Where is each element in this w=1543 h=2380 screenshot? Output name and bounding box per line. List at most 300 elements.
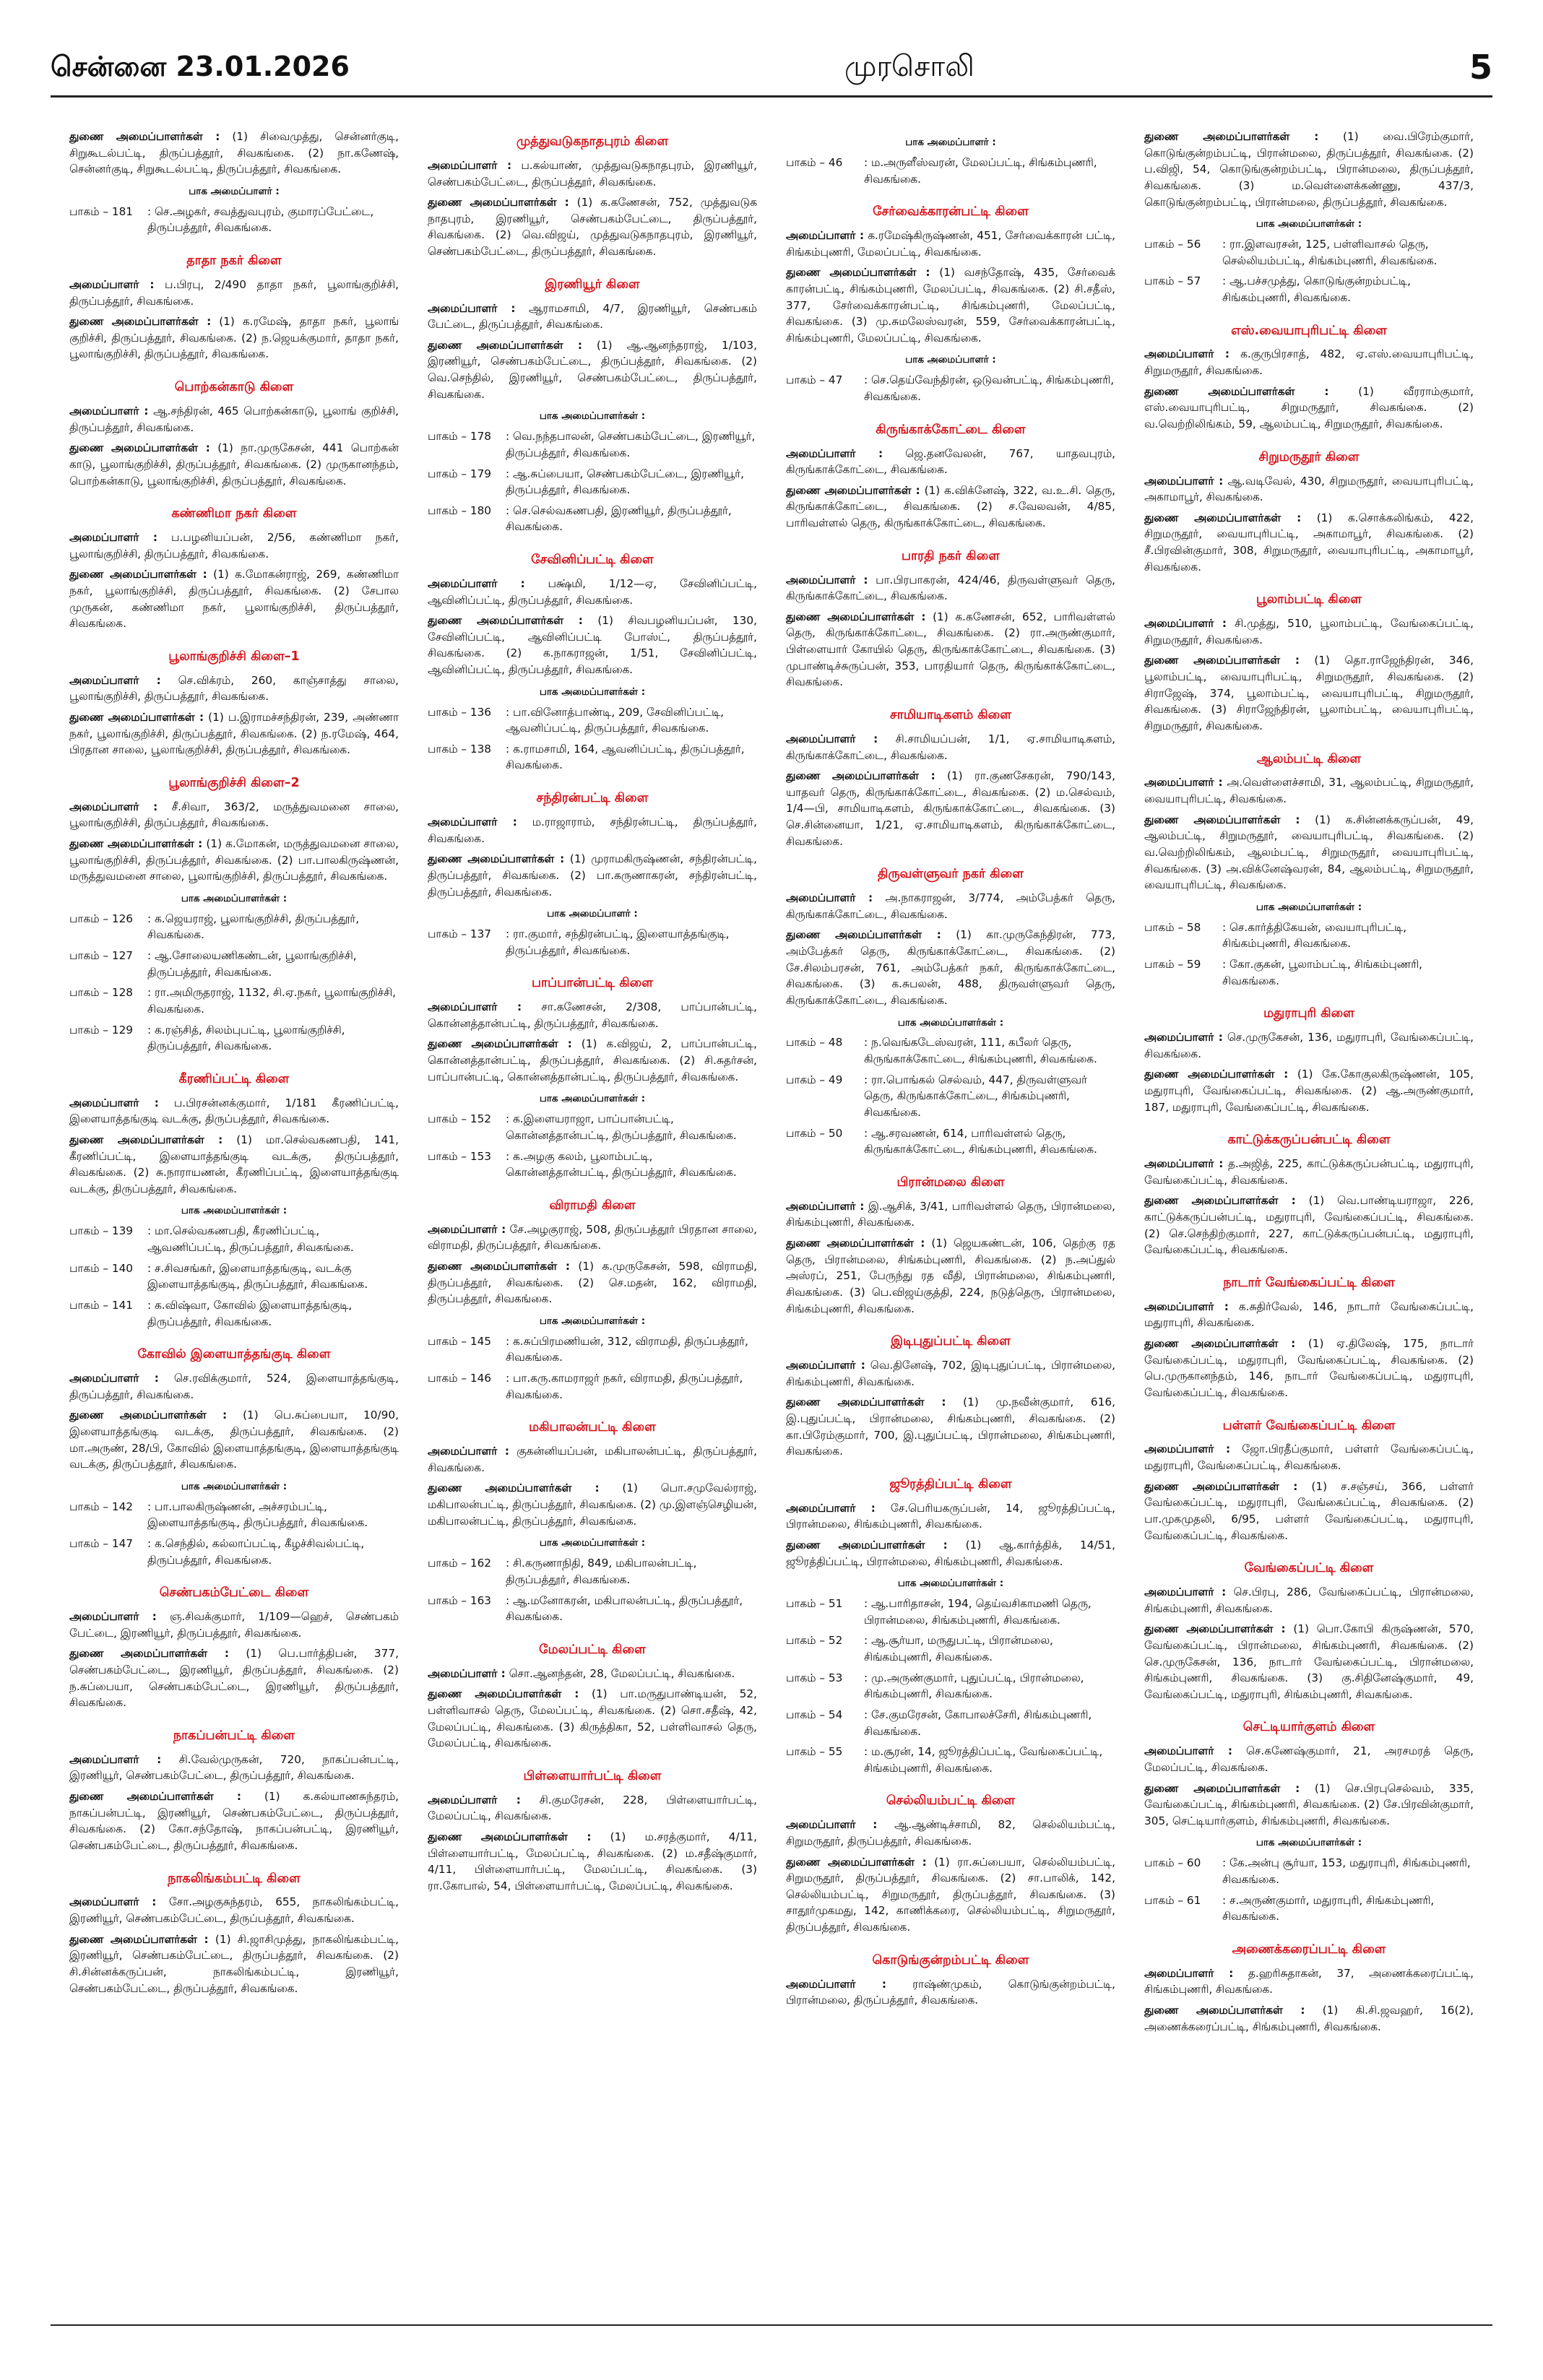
deputy-organizers-entry xyxy=(1144,1479,1474,1544)
booth-organizer-text: : க.விஷ்வா, கோவில் இளையாத்தங்குடி, திருப்பத்தூர், சிவகங்கை. xyxy=(147,1298,353,1328)
branch-section xyxy=(786,1174,1115,1317)
branch-section xyxy=(1144,129,1474,306)
deputy-label: துணை அமைப்பாளர்கள் : xyxy=(69,1790,241,1804)
page-number: 5 xyxy=(1469,48,1492,87)
organizer-text: செ.கணேஷ்குமார், 21, அரசமரத் தெரு, மேலப்பட்டி, சிவகங்கை. xyxy=(1144,1744,1474,1774)
booth-number: பாகம் – 126 xyxy=(69,912,134,925)
booth-organizers-heading: பாக அமைப்பாளர்கள் : xyxy=(181,892,288,904)
booth-entry xyxy=(1144,956,1474,989)
booth-organizer-text: : ம.அருளீஸ்வரன், மேலப்பட்டி, சிங்கம்புணரி, சிவகங்கை. xyxy=(864,155,1097,186)
organizer-entry xyxy=(428,157,757,190)
branch-section xyxy=(1144,1417,1474,1544)
booth-number: பாகம் – 180 xyxy=(428,503,492,517)
column-3 xyxy=(786,129,1115,2306)
deputy-text: (1) க.ரமேஷ், தாதா நகர், பூலாங் குறிச்சி, திருப்பத்தூர், சிவகங்கை. (2) ந.ஜெயக்குமார், தாதா நகர், பூலாங்குறிச்சி, திருப்பத்தூர், சிவகங்கை. xyxy=(69,315,399,361)
booth-entry xyxy=(69,1260,399,1293)
booth-entry xyxy=(428,1148,757,1181)
deputy-label: துணை அமைப்பாளர்கள் : xyxy=(786,928,941,942)
organizer-label: அமைப்பாளர் : xyxy=(1144,1966,1234,1980)
organizer-entry xyxy=(69,529,399,562)
organizer-entry xyxy=(1144,1441,1474,1474)
organizer-text: சி.வேல்முருகன், 720, நாகப்பன்பட்டி, இரணியூர், செண்பகம்பேட்டை, திருப்பத்தூர், சிவகங்கை. xyxy=(69,1752,399,1783)
deputy-text: (1) சிவைமுத்து, சென்னர்குடி, சிறுகூடல்பட்டி, திருப்பத்தூர், சிவகங்கை. (2) நா.கணேஷ், சென்னர்குடி, சிறுகூடல்பட்டி, திருப்பத்தூர், சிவகங்கை. xyxy=(69,130,399,176)
branch-title: செண்பகம்பேட்டை கிளை xyxy=(159,1585,309,1601)
booth-entry xyxy=(69,1536,399,1568)
booth-organizers-heading: பாக அமைப்பாளர்கள் : xyxy=(539,1315,646,1327)
organizer-text: செ.ரவிக்குமார், 524, இளையாத்தங்குடி, திருப்பத்தூர், சிவகங்கை. xyxy=(69,1372,399,1401)
deputy-organizers-entry xyxy=(428,1829,757,1895)
booth-number: பாகம் – 179 xyxy=(428,467,492,480)
organizer-entry xyxy=(1144,1029,1474,1062)
deputy-label: துணை அமைப்பாளர்கள் : xyxy=(69,1408,228,1422)
booth-number: பாகம் – 162 xyxy=(428,1557,492,1570)
deputy-text: (1) செ.பிரபுசெல்வம், 335, வேங்கைப்பட்டி, சிங்கம்புணரி, சிவகங்கை. (2) சே.பிரவின்குமார், 305, செட்டியார்குளம், சிங்கம்புணரி, சிவகங்கை. xyxy=(1144,1781,1474,1827)
organizer-text: ஞ.சிவக்குமார், 1/109—ஹெச், செண்பகம் பேட்டை, இரணியூர், திருப்பத்தூர், சிவகங்கை. xyxy=(69,1610,399,1640)
branch-title: காட்டுக்கருப்பன்பட்டி கிளை xyxy=(1227,1133,1391,1148)
deputy-label: துணை அமைப்பாளர்கள் : xyxy=(428,1830,592,1843)
organizer-label: அமைப்பாளர் : xyxy=(428,1000,522,1014)
booth-organizer-text: : பா.பாலகிருஷ்ணன், அச்சரம்பட்டி, இளையாத்தங்குடி, திருப்பத்தூர், சிவகங்கை. xyxy=(147,1500,368,1530)
booth-number: பாகம் – 51 xyxy=(786,1597,843,1611)
booth-organizer-text: : ரா.குமார், சந்திரன்பட்டி, இளையாத்தங்குடி, திருப்பத்தூர், சிவகங்கை. xyxy=(506,927,730,957)
organizer-label: அமைப்பாளர் : xyxy=(69,1372,159,1385)
deputy-text: (1) க.விஜய், 2, பாப்பான்பட்டி, கொன்னத்தான்பட்டி, திருப்பத்தூர், சிவகங்கை. (2) சி.சுதர்சன், பாப்பான்பட்டி, கொன்னத்தான்பட்டி, திருப்பத்தூர், சிவகங்கை. xyxy=(428,1037,757,1083)
deputy-text: (1) வீரராம்குமார், எஸ்.வையாபுரிபட்டி, சிறுமருதூர், சிவகங்கை. (2) வ.வெற்றிலிங்கம், 59, ஆலம்பட்டி, சிறுமருதூர், சிவகங்கை. xyxy=(1144,384,1474,430)
deputy-label: துணை அமைப்பாளர்கள் : xyxy=(1144,1781,1300,1795)
branch-section xyxy=(1144,750,1474,990)
booth-organizer-text: : செ.கார்த்திகேயன், வையாபுரிபட்டி, சிங்கம்புணரி, சிவகங்கை. xyxy=(1222,920,1407,951)
branch-section xyxy=(786,1952,1115,2009)
deputy-organizers-entry xyxy=(428,1036,757,1085)
booth-organizers-heading: பாக அமைப்பாளர்கள் : xyxy=(1255,901,1362,913)
branch-section xyxy=(1144,1718,1474,1924)
column-1 xyxy=(69,129,399,2306)
organizer-text: ம.ராஜாராம், சந்திரன்பட்டி, திருப்பத்தூர், சிவகங்கை. xyxy=(428,815,757,845)
branch-title: திருவள்ளுவர் நகர் கிளை xyxy=(877,867,1024,882)
branch-title: அணைக்கரைப்பட்டி கிளை xyxy=(1232,1942,1386,1957)
deputy-organizers-entry xyxy=(1144,1780,1474,1830)
booth-organizer-text: : பா.வினோத்பாண்டி, 209, சேவினிப்பட்டி, ஆவனிப்பட்டி, திருப்பத்தூர், சிவகங்கை. xyxy=(506,705,724,735)
booth-entry xyxy=(1144,1892,1474,1925)
booth-number: பாகம் – 52 xyxy=(786,1634,843,1648)
deputy-organizers-entry xyxy=(1144,510,1474,576)
booth-entry xyxy=(69,985,399,1017)
dateline: சென்னை 23.01.2026 xyxy=(51,51,350,82)
deputy-text: (1) க.மோகன், மருத்துவமனை சாலை, பூலாங்குறிச்சி, திருப்பத்தூர், சிவகங்கை. (2) பா.பாலகிருஷ்ணன், மருத்துவமனை சாலை, பூலாங்குறிச்சி, திருப்பத்தூர், சிவகங்கை. xyxy=(69,836,399,883)
organizer-entry xyxy=(428,814,757,847)
deputy-label: துணை அமைப்பாளர்கள் : xyxy=(786,483,920,497)
booth-organizer-text: : ஆ.சூர்யா, மருதுபட்டி, பிரான்மலை, சிங்கம்புணரி, சிவகங்கை. xyxy=(864,1634,1053,1663)
deputy-label: துணை அமைப்பாளர்கள் : xyxy=(428,1687,579,1701)
booth-number: பாகம் – 152 xyxy=(428,1112,492,1126)
branch-title: நாகலிங்கம்பட்டி கிளை xyxy=(168,1871,301,1886)
deputy-organizers-entry xyxy=(69,313,399,363)
deputy-organizers-entry xyxy=(69,1788,399,1854)
deputy-text: (1) கி.சி.ஜவஹர், 16(2), அணைக்கரைப்பட்டி, சிங்கம்புணரி, சிவகங்கை. xyxy=(1144,2004,1474,2033)
booth-organizers-heading: பாக அமைப்பாளர் : xyxy=(547,908,638,920)
deputy-text: (1) வசந்தோஷ், 435, சேர்வைக் காரன்பட்டி, சிங்கம்புணரி, மேலப்பட்டி, சிவகங்கை. (2) சி.சதீஸ், 377, சேர்வைக்காரன்பட்டி, சிங்கம்புணரி, மேலப்பட்டி, சிவகங்கை. (3) மு.சுமலேஸ்வரன், 559, சேர்வைக்காரன்பட்டி, சிங்கம்புணரி, மேலப்பட்டி, சிவகங்கை. xyxy=(786,266,1115,345)
organizer-text: ஆராமசாமி, 4/7, இரணியூர், செண்பகம் பேட்டை, திருப்பத்தூர், சிவகங்கை. xyxy=(428,301,757,332)
branch-title: பாப்பான்பட்டி கிளை xyxy=(532,976,653,991)
organizer-text: செ.விக்ரம், 260, காஞ்சாத்து சாலை, பூலாங்குறிச்சி, திருப்பத்தூர், சிவகங்கை. xyxy=(69,673,399,704)
branch-title: பூலாம்பட்டி கிளை xyxy=(1255,592,1362,607)
deputy-text: (1) க.விக்னேஷ், 322, வ.உ.சி. தெரு, கிருங்காக்கோட்டை, சிவகங்கை. (2) ச.வேலவன், 4/85, பாரிவள்ளல் தெரு, கிருங்காக்கோட்டை, சிவகங்கை. xyxy=(786,483,1115,530)
organizer-label: அமைப்பாளர் : xyxy=(69,1610,157,1624)
booth-organizer-text: : ரா.அமிருதராஜ், 1132, சி.ஏ.நகர், பூலாங்குறிச்சி, சிவகங்கை. xyxy=(147,986,396,1016)
organizer-text: பக்ஷ்மி, 1/12—ஏ, சேவினிப்பட்டி, ஆவினிப்பட்டி, திருப்பத்தூர், சிவகங்கை. xyxy=(428,576,757,607)
booth-entry xyxy=(786,1596,1115,1628)
booth-entry xyxy=(428,1333,757,1366)
organizer-label: அமைப்பாளர் : xyxy=(786,1359,865,1372)
deputy-label: துணை அமைப்பாளர்கள் : xyxy=(69,568,207,581)
booth-organizers-heading: பாக அமைப்பாளர்கள் : xyxy=(1255,1837,1362,1849)
organizer-entry xyxy=(69,1609,399,1641)
booth-entry xyxy=(428,428,757,461)
booth-entry xyxy=(786,155,1115,187)
booth-number: பாகம் – 163 xyxy=(428,1593,492,1607)
deputy-label: துணை அமைப்பாளர்கள் : xyxy=(69,710,204,724)
booth-entry xyxy=(786,372,1115,404)
branch-title: மகிபாலன்பட்டி கிளை xyxy=(529,1420,656,1435)
organizer-label: அமைப்பாளர் : xyxy=(1144,1585,1227,1599)
organizer-label: அமைப்பாளர் : xyxy=(428,576,525,590)
deputy-organizers-entry xyxy=(69,129,399,178)
booth-organizer-text: : சே.குமரேசன், கோபாலச்சேரி, சிங்கம்புணரி, சிவகங்கை. xyxy=(864,1708,1092,1738)
deputy-label: துணை அமைப்பாளர்கள் : xyxy=(1144,1479,1298,1493)
organizer-label: அமைப்பாளர் : xyxy=(428,301,516,315)
booth-number: பாகம் – 147 xyxy=(69,1536,134,1550)
booth-organizer-text: : க.இளையராஜா, பாப்பான்பட்டி, கொன்னத்தான்பட்டி, திருப்பத்தூர், சிவகங்கை. xyxy=(506,1112,737,1142)
branch-section xyxy=(428,1641,757,1752)
deputy-label: துணை அமைப்பாளர்கள் : xyxy=(428,852,565,866)
deputy-text: (1) ரா.சுப்பையா, செல்லியம்பட்டி, சிறுமருதூர், திருப்பத்தூர், சிவகங்கை. (2) சா.பாலிக், 142, செல்லியம்பட்டி, சிறுமருதூர், திருப்பத்தூர், சிவகங்கை. (3) சாதூர்முகமது, 142, காணிக்கரை, செல்லியம்பட்டி, சிறுமருதூர், திருப்பத்தூர், சிவகங்கை. xyxy=(786,1855,1115,1934)
booth-number: பாகம் – 56 xyxy=(1144,238,1201,251)
branch-section xyxy=(786,421,1115,532)
branch-title: செட்டியார்குளம் கிளை xyxy=(1242,1720,1375,1735)
branch-title: மதுராபுரி கிளை xyxy=(1263,1006,1354,1021)
booth-number: பாகம் – 141 xyxy=(69,1298,134,1312)
booth-number: பாகம் – 48 xyxy=(786,1036,843,1050)
branch-section xyxy=(786,548,1115,691)
deputy-organizers-entry xyxy=(69,1132,399,1198)
deputy-organizers-entry xyxy=(1144,652,1474,734)
deputy-text: (1) மு.நவீன்குமார், 616, இ.புதுப்பட்டி, பிரான்மலை, சிங்கம்புணரி, சிவகங்கை. (2) கா.பிரேம்குமார், 700, இ.புதுப்பட்டி, பிரான்மலை, சிங்கம்புணரி, சிவகங்கை. xyxy=(786,1395,1115,1458)
booth-organizers-heading: பாக அமைப்பாளர்கள் : xyxy=(539,1093,646,1105)
booth-organizer-text: : க.ராமசாமி, 164, ஆவனிப்பட்டி, திருப்பத்தூர், சிவகங்கை. xyxy=(506,742,745,772)
booth-organizer-text: : ரா.இளவரசன், 125, பள்ளிவாசல் தெரு, செல்லியம்பட்டி, சிங்கம்புணரி, சிவகங்கை. xyxy=(1222,238,1438,267)
deputy-label: துணை அமைப்பாளர்கள் : xyxy=(786,1237,925,1250)
booth-number: பாகம் – 57 xyxy=(1144,274,1201,288)
deputy-organizers-entry xyxy=(69,1931,399,1997)
organizer-text: ஜெ.தனவேலன், 767, யாதவபுரம், கிருங்காக்கோட்டை, சிவகங்கை. xyxy=(786,446,1115,477)
organizer-label: அமைப்பாளர் : xyxy=(69,277,155,291)
deputy-text: (1) வை.பிரேம்குமார், கொடுங்குன்றம்பட்டி, பிரான்மலை, திருப்பத்தூர், சிவகங்கை. (2) ப.விஜி, 54, கொடுங்குன்றம்பட்டி, பிரான்மலை, திருப்பத்தூர், சிவகங்கை. (3) ம.வெள்ளைக்கண்ணு, 437/3, கொடுங்குன்றம்பட்டி, பிரான்மலை, திருப்பத்தூர், சிவகங்கை. xyxy=(1144,130,1474,209)
organizer-text: சே.பெரியகருப்பன், 14, ஜூரத்திப்பட்டி, பிரான்மலை, சிங்கம்புணரி, சிவகங்கை. xyxy=(786,1501,1115,1531)
organizer-entry xyxy=(786,228,1115,260)
branch-section xyxy=(428,1767,757,1895)
organizer-label: அமைப்பாளர் : xyxy=(428,158,512,172)
booth-entry xyxy=(786,1125,1115,1158)
branch-section xyxy=(1144,1274,1474,1401)
branch-title: கோவில் இளையாத்தங்குடி கிளை xyxy=(137,1347,331,1362)
organizer-text: செ.பிரபு, 286, வேங்கைப்பட்டி, பிரான்மலை, சிங்கம்புணரி, சிவகங்கை. xyxy=(1144,1585,1474,1615)
booth-entry xyxy=(69,948,399,980)
deputy-organizers-entry xyxy=(428,337,757,403)
organizer-text: ஆ.சந்திரன், 465 பொற்கன்காடு, பூலாங் குறிச்சி, திருப்பத்தூர், சிவகங்கை. xyxy=(69,404,399,434)
branch-section xyxy=(428,1419,757,1624)
deputy-organizers-entry xyxy=(786,1235,1115,1317)
organizer-entry xyxy=(69,1752,399,1784)
branch-section xyxy=(786,203,1115,404)
branch-section xyxy=(428,1197,757,1403)
deputy-label: துணை அமைப்பாளர்கள் : xyxy=(69,1647,229,1661)
branch-title: இடிபுதுப்பட்டி கிளை xyxy=(891,1334,1011,1349)
deputy-text: (1) பொ.கோபி கிருஷ்ணன், 570, வேங்கைப்பட்டி, பிரான்மலை, சிங்கம்புணரி, சிவகங்கை. (2) செ.முருகேசன், 136, நாடார் வேங்கைப்பட்டி, பிரான்மலை, சிங்கம்புணரி, சிவகங்கை. (3) கு.சிதினேஷ்குமார், 49, வேங்கைப்பட்டி, மதுராபுரி, சிங்கம்புணரி, சிவகங்கை. xyxy=(1144,1622,1474,1701)
deputy-text: (1) நா.முருகேசன், 441 பொற்கன் காடு, பூலாங்குறிச்சி, திருப்பத்தூர், சிவகங்கை. (2) முருகானந்தம், பொற்கன்காடு, பூலாங்குறிச்சி, திருப்பத்தூர், சிவகங்கை. xyxy=(69,441,399,488)
branch-title: பள்ளர் வேங்கைப்பட்டி கிளை xyxy=(1222,1418,1396,1433)
deputy-organizers-entry xyxy=(69,836,399,885)
branch-title: நாடார் வேங்கைப்பட்டி கிளை xyxy=(1223,1275,1395,1290)
organizer-entry xyxy=(428,300,757,333)
deputy-label: துணை அமைப்பாளர்கள் : xyxy=(69,1932,209,1946)
booth-organizer-text: : மு.அருண்குமார், புதுப்பட்டி, பிரான்மலை, சிங்கம்புணரி, சிவகங்கை. xyxy=(864,1671,1084,1701)
organizer-label: அமைப்பாளர் : xyxy=(69,531,157,545)
deputy-organizers-entry xyxy=(786,768,1115,849)
booth-organizers-heading: பாக அமைப்பாளர் : xyxy=(905,137,996,148)
deputy-text: (1) கே.கோகுலகிருஷ்ணன், 105, மதுராபுரி, வேங்கைப்பட்டி, சிவகங்கை. (2) ஆ.அருண்குமார், 187, மதுராபுரி, வேங்கைப்பட்டி, சிவகங்கை. xyxy=(1144,1068,1474,1114)
organizer-text: சோ.அழகுசுந்தரம், 655, நாகலிங்கம்பட்டி, இரணியூர், செண்பகம்பேட்டை, திருப்பத்தூர், சிவகங்கை. xyxy=(69,1895,399,1926)
branch-section xyxy=(69,378,399,489)
organizer-label: அமைப்பாளர் : xyxy=(69,1895,157,1909)
deputy-organizers-entry xyxy=(786,1537,1115,1570)
organizer-entry xyxy=(428,1221,757,1254)
branch-section xyxy=(69,774,399,1055)
organizer-text: அ.நாகராஜன், 3/774, அம்பேத்கர் தெரு, கிருங்காக்கோட்டை, சிவகங்கை. xyxy=(786,891,1115,921)
branch-title: பாரதி நகர் கிளை xyxy=(902,548,1000,563)
deputy-label: துணை அமைப்பாளர்கள் : xyxy=(428,1259,570,1273)
booth-organizer-text: : ந.வெங்கடேஸ்வரன், 111, கபீலர் தெரு, கிருங்காக்கோட்டை, சிங்கம்புணரி, சிவகங்கை. xyxy=(864,1036,1097,1066)
deputy-label: துணை அமைப்பாளர்கள் : xyxy=(69,315,212,329)
booth-number: பாகம் – 129 xyxy=(69,1023,134,1037)
booth-organizers-heading: பாக அமைப்பாளர்கள் : xyxy=(181,1480,288,1492)
organizer-entry xyxy=(69,277,399,309)
deputy-text: (1) முராமகிருஷ்ணன், சந்திரன்பட்டி, திருப்பத்தூர், சிவகங்கை. (2) பா.கருணாகரன், சந்திரன்பட்டி, திருப்பத்தூர், சிவகங்கை. xyxy=(428,852,757,899)
organizer-text: குகன்னியப்பன், மகிபாலன்பட்டி, திருப்பத்தூர், சிவகங்கை. xyxy=(428,1445,757,1474)
deputy-text: (1) ஏ.திலேஷ், 175, நாடார் வேங்கைப்பட்டி, மதுராபுரி, வேங்கைப்பட்டி, சிவகங்கை. (2) பெ.முருகானந்தம், 146, நாடார் வேங்கைப்பட்டி, மதுராபுரி, வேங்கைப்பட்டி, சிவகங்கை. xyxy=(1144,1337,1474,1399)
branch-title: பொற்கன்காடு கிளை xyxy=(174,380,294,395)
booth-entry xyxy=(69,1499,399,1531)
organizer-label: அமைப்பாளர் : xyxy=(1144,617,1227,631)
organizer-entry xyxy=(1144,1299,1474,1331)
deputy-label: துணை அமைப்பாளர்கள் : xyxy=(69,1133,223,1146)
deputy-text: (1) ஜெயகண்டன், 106, தெற்கு ரத தெரு, பிரான்மலை, சிங்கம்புணரி, சிவகங்கை. (2) ந.அப்துல் அஸ்ரப், 251, பேருந்து ரத வீதி, பிரான்மலை, சிங்கம்புணரி, சிவகங்கை. (3) பெ.விஜய்குத்தி, 224, நடுத்தெரு, பிரான்மலை, சிங்கம்புணரி, சிவகங்கை. xyxy=(786,1237,1115,1315)
deputy-text: (1) க.சொக்கலிங்கம், 422, சிறுமருதூர், வையாபுரிபட்டி, அகாமாபூர், சிவகங்கை. (2) சீ.பிரவின்குமார், 308, சிறுமருதூர், வையாபுரிபட்டி, அகாமாபூர், சிவகங்கை. xyxy=(1144,511,1474,574)
deputy-text: (1) கா.முருகேந்திரன், 773, அம்பேத்கர் தெரு, கிருங்காக்கோட்டை, சிவகங்கை. (2) சே.சிலம்பரசன், 761, அம்பேத்கர் நகர், கிருங்காக்கோட்டை, சிவகங்கை. (3) க.சுபலன், 488, திருவள்ளுவர் தெரு, கிருங்காக்கோட்டை, சிவகங்கை. xyxy=(786,928,1115,1007)
booth-organizer-text: : ஆ.சோலையணிகண்டன், பூலாங்குறிச்சி, திருப்பத்தூர், சிவகங்கை. xyxy=(147,949,357,979)
booth-entry xyxy=(69,204,399,236)
organizer-label: அமைப்பாளர் : xyxy=(786,1199,865,1213)
organizer-label: அமைப்பாளர் : xyxy=(1144,1744,1232,1758)
deputy-text: (1) பெ.பார்த்திபன், 377, செண்பகம்பேட்டை, இரணியூர், திருப்பத்தூர், சிவகங்கை. (2) ந.சுப்பையா, செண்பகம்பேட்டை, இரணியூர், திருப்பத்தூர், சிவகங்கை. xyxy=(69,1647,399,1710)
deputy-organizers-entry xyxy=(428,851,757,900)
deputy-label: துணை அமைப்பாளர்கள் : xyxy=(1144,1622,1286,1636)
branch-title: கொடுங்குன்றம்பட்டி கிளை xyxy=(872,1952,1029,1968)
booth-organizers-heading: பாக அமைப்பாளர்கள் : xyxy=(897,1578,1004,1590)
booth-number: பாகம் – 142 xyxy=(69,1500,134,1513)
organizer-label: அமைப்பாளர் : xyxy=(428,815,517,828)
organizer-entry xyxy=(1144,346,1474,378)
branch-title: பூலாங்குறிச்சி கிளை–2 xyxy=(168,775,300,790)
organizer-entry xyxy=(69,799,399,831)
deputy-text: (1) சிவபழனியப்பன், 130, சேவினிப்பட்டி, ஆவினிப்பட்டி போஸ்ட், திருப்பத்தூர், சிவகங்கை. (2) க.நாகராஜன், 1/51, சேவினிப்பட்டி, ஆவினிப்பட்டி, திருப்பத்தூர், சிவகங்கை. xyxy=(428,614,757,677)
deputy-text: (1) பொ.சமுவேல்ராஜ், மகிபாலன்பட்டி, திருப்பத்தூர், சிவகங்கை. (2) மு.இளஞ்செழியன், மகிபாலன்பட்டி, திருப்பத்தூர், சிவகங்கை. xyxy=(428,1481,757,1528)
booth-number: பாகம் – 55 xyxy=(786,1745,843,1759)
booth-number: பாகம் – 181 xyxy=(69,204,134,218)
deputy-label: துணை அமைப்பாளர்கள் : xyxy=(428,338,582,352)
deputy-label: துணை அமைப்பாளர்கள் : xyxy=(1144,654,1300,667)
booth-number: பாகம் – 136 xyxy=(428,705,492,719)
organizer-entry xyxy=(1144,774,1474,807)
booth-number: பாகம் – 46 xyxy=(786,155,843,169)
deputy-label: துணை அமைப்பாளர்கள் : xyxy=(786,1538,948,1552)
organizer-text: க.குருபிரசாத், 482, ஏ.எஸ்.வையாபுரிபட்டி, சிறுமருதூர், சிவகங்கை. xyxy=(1144,347,1474,378)
organizer-entry xyxy=(428,1792,757,1825)
deputy-organizers-entry xyxy=(428,1480,757,1529)
organizer-text: இ.ஆசிக், 3/41, பாரிவள்ளல் தெரு, பிரான்மலை, சிங்கம்புணரி, சிவகங்கை. xyxy=(786,1199,1115,1229)
organizer-entry xyxy=(1144,1965,1474,1998)
organizer-entry xyxy=(1144,1584,1474,1617)
organizer-entry xyxy=(786,890,1115,922)
branch-title: விராமதி கிளை xyxy=(549,1198,636,1213)
deputy-organizers-entry xyxy=(786,1854,1115,1936)
organizer-text: ப.பிரசன்னக்குமார், 1/181 கீரணிப்பட்டி, இளையாத்தங்குடி வடக்கு, திருப்பத்தூர், சிவகங்கை. xyxy=(69,1096,399,1126)
booth-entry xyxy=(428,704,757,737)
branch-title: முத்துவடுகநாதபுரம் கிளை xyxy=(516,134,669,149)
organizer-label: அமைப்பாளர் : xyxy=(1144,1031,1223,1044)
organizer-entry xyxy=(428,1666,757,1682)
organizer-text: ஜோ.பிரதீப்குமார், பள்ளர் வேங்கைப்பட்டி, மதுராபுரி, வேங்கைப்பட்டி, சிவகங்கை. xyxy=(1144,1442,1474,1473)
organizer-entry xyxy=(1144,615,1474,648)
deputy-text: (1) க.கணேசன், 752, முத்துவடுக நாதபுரம், இரணியூர், செண்பகம்பேட்டை, திருப்பத்தூர், சிவகங்கை. (2) வெ.விஜய், முத்துவடுகநாதபுரம், இரணியூர், செண்பகம்பேட்டை, திருப்பத்தூர், சிவகங்கை. xyxy=(428,196,757,259)
deputy-label: துணை அமைப்பாளர்கள் : xyxy=(69,441,210,455)
booth-entry xyxy=(428,926,757,959)
branch-title: சிறுமருதூர் கிளை xyxy=(1258,449,1360,464)
branch-section xyxy=(1144,1131,1474,1258)
booth-entry xyxy=(786,1707,1115,1739)
organizer-label: அமைப்பாளர் : xyxy=(69,673,161,687)
organizer-entry xyxy=(786,1357,1115,1390)
organizer-label: அமைப்பாளர் : xyxy=(1144,1157,1224,1171)
booth-organizer-text: : செ.தெய்வேந்திரன், ஒடுவன்பட்டி, சிங்கம்புணரி, சிவகங்கை. xyxy=(864,373,1115,404)
deputy-text: (1) சி.ஜாசிமுத்து, நாகலிங்கம்பட்டி, இரணியூர், செண்பகம்பேட்டை, திருப்பத்தூர், சிவகங்கை. (2) சி.சின்னக்கருப்பன், நாகலிங்கம்பட்டி, இரணியூர், செண்பகம்பேட்டை, திருப்பத்தூர், சிவகங்கை. xyxy=(69,1932,399,1995)
organizer-text: சி.முத்து, 510, பூலாம்பட்டி, வேங்கைப்பட்டி, சிறுமருதூர், சிவகங்கை. xyxy=(1144,617,1474,646)
masthead xyxy=(51,43,1492,87)
booth-organizer-text: : ரா.பொங்கல் செல்வம், 447, திருவள்ளுவர் தெரு, கிருங்காக்கோட்டை, சிங்கம்புணரி, சிவகங்கை. xyxy=(864,1073,1087,1119)
branch-title: பிள்ளையார்பட்டி கிளை xyxy=(523,1768,662,1783)
booth-number: பாகம் – 50 xyxy=(786,1126,843,1140)
booth-number: பாகம் – 146 xyxy=(428,1372,492,1385)
booth-organizer-text: : செ.செல்வகணபதி, இரணியூர், திருப்பத்தூர், சிவகங்கை. xyxy=(506,503,732,534)
footer-rule xyxy=(51,2324,1492,2326)
organizer-label: அமைப்பாளர் : xyxy=(786,732,878,745)
deputy-text: (1) பா.மருதுபாண்டியன், 52, பள்ளிவாசல் தெரு, மேலப்பட்டி, சிவகங்கை. (2) சொ.சதீஷ், 42, மேலப்பட்டி, சிவகங்கை. (3) கிருத்திகா, 52, பள்ளிவாசல் தெரு, மேலப்பட்டி, சிவகங்கை. xyxy=(428,1687,757,1750)
branch-title: ஆலம்பட்டி கிளை xyxy=(1256,751,1362,766)
organizer-entry xyxy=(69,1370,399,1403)
booth-organizer-text: : க.ஜெயராஜ், பூலாங்குறிச்சி, திருப்பத்தூர், சிவகங்கை. xyxy=(147,912,360,942)
organizer-text: ஆ.வடிவேல், 430, சிறுமருதூர், வையாபுரிபட்டி, அகாமாபூர், சிவகங்கை. xyxy=(1144,474,1474,504)
deputy-organizers-entry xyxy=(69,440,399,489)
branch-title: தாதா நகர் கிளை xyxy=(186,254,282,269)
deputy-text: (1) க.சின்னக்கருப்பன், 49, ஆலம்பட்டி, சிறுமருதூர், வையாபுரிபட்டி, சிவகங்கை. (2) வ.வெற்றிலிங்கம், ஆலம்பட்டி, சிறுமருதூர், வையாபுரிபட்டி, சிவகங்கை. (3) அ.விக்னேஷ்வரன், 84, ஆலம்பட்டி, சிறுமருதூர், வையாபுரிபட்டி, சிவகங்கை. xyxy=(1144,813,1474,892)
booth-number: பாகம் – 60 xyxy=(1144,1856,1201,1870)
column-2 xyxy=(428,129,757,2306)
organizer-label: அமைப்பாளர் : xyxy=(69,404,149,417)
booth-number: பாகம் – 138 xyxy=(428,742,492,756)
branch-title: மேலப்பட்டி கிளை xyxy=(539,1642,646,1657)
booth-organizer-text: : மா.செல்வகணபதி, கீரணிப்பட்டி, ஆவணிப்பட்டி, திருப்பத்தூர், சிவகங்கை. xyxy=(147,1224,354,1254)
branch-section xyxy=(1144,449,1474,576)
booth-number: பாகம் – 54 xyxy=(786,1708,843,1721)
deputy-text: (1) க.கல்யாணசுந்தரம், நாகப்பன்பட்டி, இரணியூர், செண்பகம்பேட்டை, திருப்பத்தூர், சிவகங்கை. (2) கோ.சந்தோஷ், நாகப்பன்பட்டி, இரணியூர், செண்பகம்பேட்டை, திருப்பத்தூர், சிவகங்கை. xyxy=(69,1790,399,1852)
deputy-text: (1) ஆ.கார்த்திக், 14/51, ஜூரத்திப்பட்டி, பிரான்மலை, சிங்கம்புணரி, சிவகங்கை. xyxy=(786,1538,1115,1568)
deputy-label: துணை அமைப்பாளர்கள் : xyxy=(69,836,203,850)
organizer-label: அமைப்பாளர் : xyxy=(428,1445,509,1458)
branch-section xyxy=(69,1346,399,1568)
branch-section xyxy=(1144,591,1474,734)
deputy-label: துணை அமைப்பாளர்கள் : xyxy=(1144,1068,1289,1081)
deputy-label: துணை அமைப்பாளர்கள் : xyxy=(1144,2004,1305,2017)
deputy-label: துணை அமைப்பாளர்கள் : xyxy=(1144,130,1319,143)
organizer-text: பா.பிரபாகரன், 424/46, திருவள்ளுவர் தெரு, கிருங்காக்கோட்டை, சிவகங்கை. xyxy=(786,573,1115,603)
branch-section xyxy=(428,974,757,1180)
organizer-text: சி.சாமியப்பன், 1/1, ஏ.சாமியாடிகளம், கிருங்காக்கோட்டை, சிவகங்கை. xyxy=(786,732,1115,762)
organizer-label: அமைப்பாளர் : xyxy=(786,891,873,905)
column-4 xyxy=(1144,129,1474,2306)
branch-section xyxy=(69,1727,399,1854)
branch-section xyxy=(786,865,1115,1158)
deputy-organizers-entry xyxy=(69,709,399,758)
booth-organizers-heading: பாக அமைப்பாளர்கள் : xyxy=(539,410,646,423)
organizer-text: சி.குமரேசன், 228, பிள்ளையார்பட்டி, மேலப்பட்டி, சிவகங்கை. xyxy=(428,1793,757,1823)
deputy-label: துணை அமைப்பாளர்கள் : xyxy=(69,130,220,143)
branch-title: சேவினிப்பட்டி கிளை xyxy=(531,553,654,567)
organizer-text: க.சுதிர்வேல், 146, நாடார் வேங்கைப்பட்டி, மதுராபுரி, சிவகங்கை. xyxy=(1144,1299,1474,1330)
deputy-organizers-entry xyxy=(1144,1336,1474,1401)
organizer-label: அமைப்பாளர் : xyxy=(786,1501,876,1515)
branch-title: கிருங்காக்கோட்டை கிளை xyxy=(876,422,1026,437)
deputy-organizers-entry xyxy=(786,927,1115,1008)
booth-number: பாகம் – 153 xyxy=(428,1149,492,1163)
deputy-text: (1) க.மோகன்ராஜ், 269, கண்ணிமா நகர், பூலாங்குறிச்சி, திருப்பத்தூர், சிவகங்கை. (2) சேபால முருகன், கண்ணிமா நகர், பூலாங்குறிச்சி, திருப்பத்தூர், சிவகங்கை. xyxy=(69,568,399,631)
deputy-label: துணை அமைப்பாளர்கள் : xyxy=(1144,511,1302,524)
organizer-text: க.ரமேஷ்கிருஷ்ணன், 451, சேர்வைக்காரன் பட்டி, சிங்கம்புணரி, மேலப்பட்டி, சிவகங்கை. xyxy=(786,229,1115,259)
branch-section xyxy=(69,252,399,363)
branch-section xyxy=(1144,322,1474,433)
deputy-organizers-entry xyxy=(786,1394,1115,1460)
organizer-entry xyxy=(786,1198,1115,1231)
deputy-organizers-entry xyxy=(69,566,399,632)
booth-entry xyxy=(1144,919,1474,952)
organizer-label: அமைப்பாளர் : xyxy=(786,229,865,243)
branch-section xyxy=(786,1476,1115,1777)
deputy-organizers-entry xyxy=(428,613,757,678)
organizer-text: சே.அழகுராஜ், 508, திருப்பத்தூர் பிரதான சாலை, விராமதி, திருப்பத்தூர், சிவகங்கை. xyxy=(428,1222,757,1252)
booth-organizer-text: : க.ரஞ்சித், சிலம்புபட்டி, பூலாங்குறிச்சி, திருப்பத்தூர், சிவகங்கை. xyxy=(147,1023,345,1053)
booth-number: பாகம் – 145 xyxy=(428,1334,492,1348)
booth-entry xyxy=(428,1111,757,1143)
booth-entry xyxy=(1144,273,1474,306)
deputy-organizers-entry xyxy=(786,483,1115,532)
